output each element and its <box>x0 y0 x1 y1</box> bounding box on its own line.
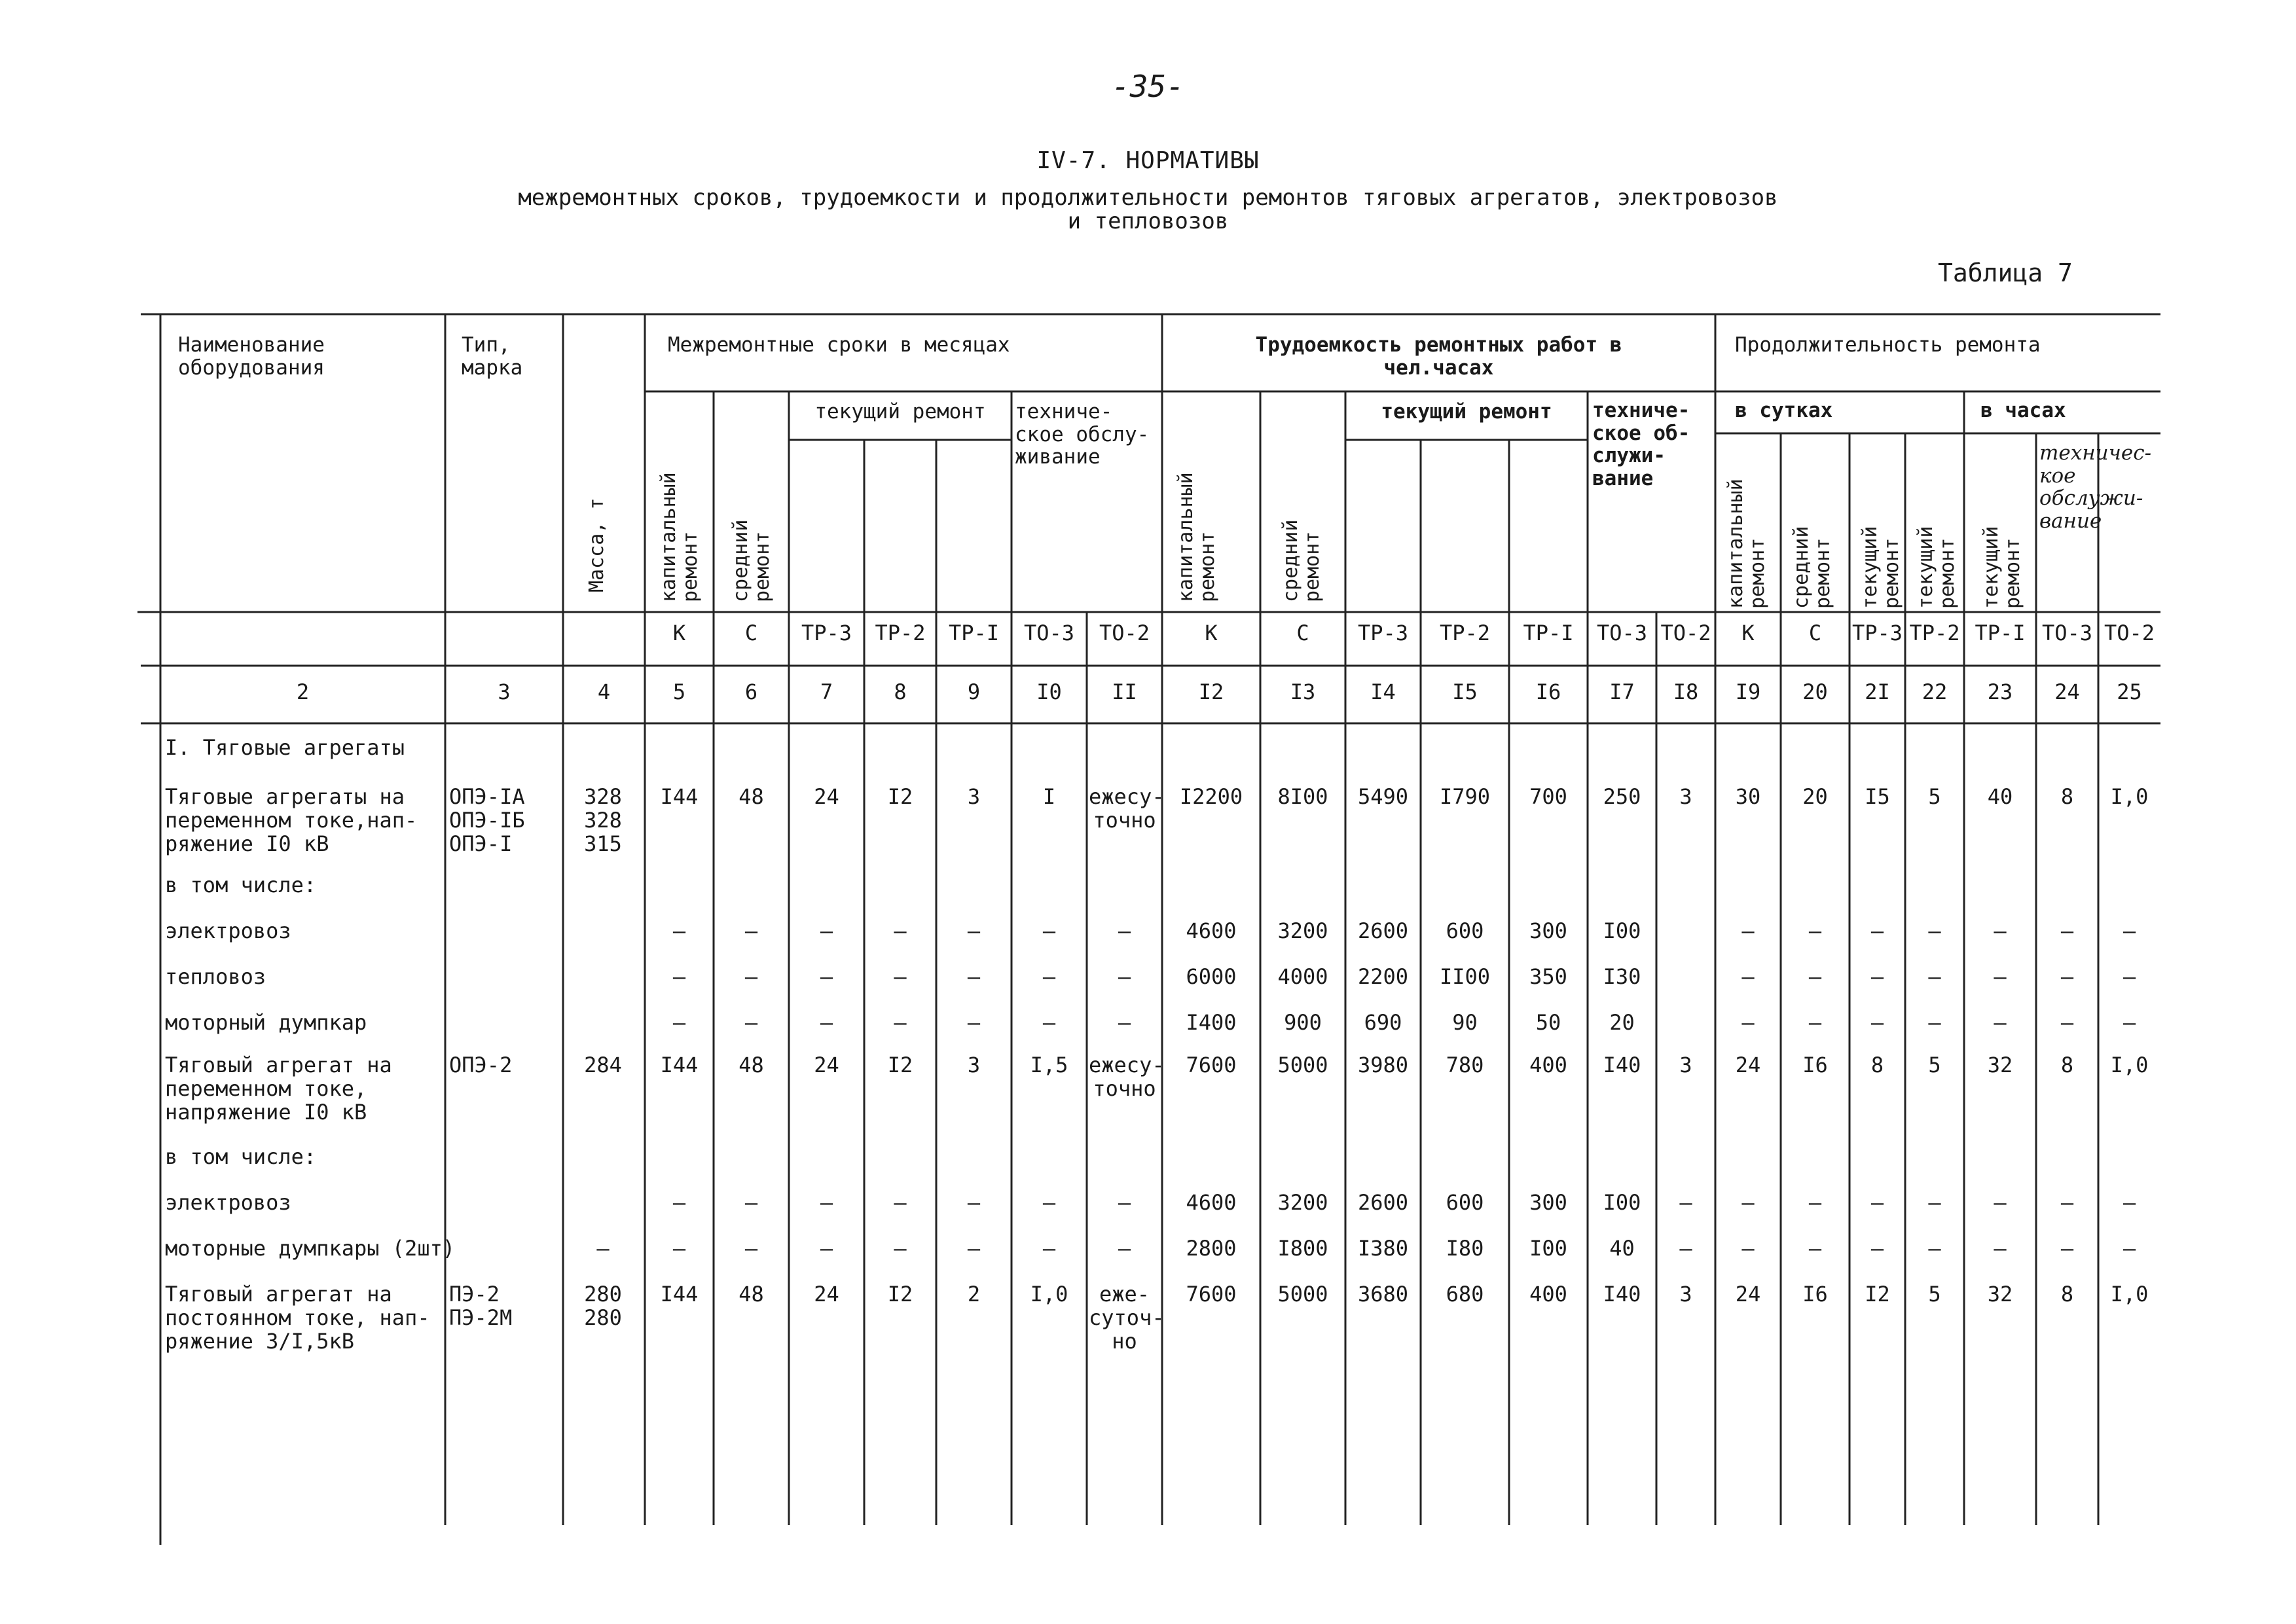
group-header-duration: Продолжительность ремонта <box>1735 333 2041 357</box>
value-cell: I6 <box>1802 1053 1828 1077</box>
value-cell: 3200 <box>1277 918 1328 943</box>
header-in-hours: в часах <box>1980 399 2066 422</box>
table-label: Таблица 7 <box>1938 259 2073 287</box>
value-cell: I380 <box>1357 1236 1409 1261</box>
value-cell: – <box>2123 918 2136 943</box>
value-cell: – <box>820 1236 833 1261</box>
value-cell: 5490 <box>1357 784 1409 809</box>
value-cell: – <box>1679 1190 1692 1215</box>
header-medium-intervals: средний ремонт <box>729 519 774 602</box>
value-cell: 5000 <box>1277 1053 1328 1077</box>
value-cell: – <box>2123 1236 2136 1261</box>
value-cell: – <box>820 918 833 943</box>
value-cell: – <box>2123 1190 2136 1215</box>
value-cell: 700 <box>1529 784 1567 809</box>
section-title: IV-7. НОРМАТИВЫ <box>1036 147 1260 174</box>
value-cell: 40 <box>1609 1236 1635 1261</box>
header-current-repair-labor: текущий ремонт <box>1381 400 1552 424</box>
value-cell: 300 <box>1529 1190 1567 1215</box>
value-cell: – <box>1928 1010 1941 1035</box>
value-cell: – <box>894 1190 907 1215</box>
value-cell: I2 <box>887 1282 913 1307</box>
value-cell: I44 <box>660 1053 699 1077</box>
value-cell: 600 <box>1446 918 1484 943</box>
header-tech-service-labor: техниче- ское об- служи- вание <box>1592 399 1690 491</box>
column-number: 4 <box>597 679 611 704</box>
column-number: I2 <box>1198 679 1224 704</box>
code-cell: ТР-2 <box>1439 621 1491 645</box>
column-number: 22 <box>1922 679 1948 704</box>
value-cell: 2800 <box>1186 1236 1237 1261</box>
header-current-hours: текущий ремонт <box>1980 526 2024 609</box>
value-cell: – <box>672 964 686 989</box>
row-mass: 328 328 315 <box>584 784 622 856</box>
header-current-repair-intervals: текущий ремонт <box>814 400 986 424</box>
value-cell: 3 <box>967 1053 981 1077</box>
value-cell: 7600 <box>1186 1282 1237 1307</box>
value-cell: 600 <box>1446 1190 1484 1215</box>
value-cell: – <box>894 918 907 943</box>
value-cell: I790 <box>1439 784 1491 809</box>
group-header-intervals: Межремонтные сроки в месяцах <box>668 333 1010 357</box>
row-name: I. Тяговые агрегаты <box>165 735 405 760</box>
value-cell: 5 <box>1928 1053 1941 1077</box>
code-cell: ТР-3 <box>1851 621 1903 645</box>
value-cell: – <box>2123 964 2136 989</box>
value-cell: I00 <box>1603 1190 1641 1215</box>
row-name: электровоз <box>165 1190 291 1215</box>
value-cell: – <box>820 1010 833 1035</box>
code-cell: ТР-I <box>1523 621 1574 645</box>
value-cell: 7600 <box>1186 1053 1237 1077</box>
row-type: ПЭ-2 ПЭ-2М <box>449 1282 513 1330</box>
value-cell: 48 <box>738 1053 764 1077</box>
value-cell: – <box>820 964 833 989</box>
value-cell: 48 <box>738 784 764 809</box>
value-cell: – <box>1994 1190 2007 1215</box>
value-cell: – <box>894 964 907 989</box>
value-cell: 2 <box>967 1282 981 1307</box>
value-cell: – <box>1741 1190 1755 1215</box>
code-cell: ТР-I <box>1975 621 2026 645</box>
value-cell: I,0 <box>2110 1053 2149 1077</box>
value-cell: 24 <box>1735 1053 1761 1077</box>
value-cell: 3 <box>1679 1282 1692 1307</box>
value-cell: – <box>2060 1190 2074 1215</box>
row-name: моторный думпкар <box>165 1010 367 1035</box>
value-cell: I40 <box>1603 1053 1641 1077</box>
value-cell: 5000 <box>1277 1282 1328 1307</box>
value-cell: I6 <box>1802 1282 1828 1307</box>
value-cell: – <box>2123 1010 2136 1035</box>
value-cell: 4000 <box>1277 964 1328 989</box>
value-cell: 5 <box>1928 1282 1941 1307</box>
column-number: 2I <box>1865 679 1890 704</box>
col-header-mass: Масса, т <box>585 497 608 592</box>
value-cell: I2 <box>1865 1282 1890 1307</box>
value-cell: I00 <box>1529 1236 1567 1261</box>
value-cell: – <box>1042 1190 1056 1215</box>
row-name: Тяговый агрегат на постоянном токе, нап- ряжение 3/I,5кВ <box>165 1282 430 1354</box>
code-cell: С <box>1296 621 1309 645</box>
value-cell: 8 <box>1870 1053 1884 1077</box>
section-subtitle-cont: и тепловозов <box>1067 208 1229 234</box>
value-cell: 300 <box>1529 918 1567 943</box>
value-cell: – <box>744 1236 758 1261</box>
code-cell: К <box>672 621 686 645</box>
value-cell: 6000 <box>1186 964 1237 989</box>
value-cell: – <box>672 918 686 943</box>
value-cell: 780 <box>1446 1053 1484 1077</box>
value-cell: – <box>1042 918 1056 943</box>
value-cell: – <box>1994 1010 2007 1035</box>
value-cell: – <box>2060 964 2074 989</box>
value-cell: – <box>672 1010 686 1035</box>
value-cell: I00 <box>1603 918 1641 943</box>
column-number: I3 <box>1290 679 1316 704</box>
code-cell: ТО-2 <box>1099 621 1150 645</box>
value-cell: 8 <box>2060 1282 2074 1307</box>
row-name: в том числе: <box>165 873 317 897</box>
value-cell: – <box>1042 1010 1056 1035</box>
value-cell: I30 <box>1603 964 1641 989</box>
value-cell: – <box>1741 918 1755 943</box>
value-cell: – <box>1808 918 1822 943</box>
value-cell: – <box>1870 1010 1884 1035</box>
value-cell: – <box>672 1236 686 1261</box>
value-cell: I5 <box>1865 784 1890 809</box>
code-cell: ТР-3 <box>801 621 852 645</box>
value-cell: 90 <box>1452 1010 1478 1035</box>
row-mass: 280 280 <box>584 1282 622 1330</box>
value-cell: – <box>1118 1010 1131 1035</box>
value-cell: ежесу- точно <box>1089 1053 1165 1101</box>
value-cell: – <box>1042 964 1056 989</box>
value-cell: – <box>1870 918 1884 943</box>
column-number: 9 <box>967 679 981 704</box>
norms-table <box>0 314 2296 1584</box>
value-cell: – <box>894 1236 907 1261</box>
value-cell: I40 <box>1603 1282 1641 1307</box>
value-cell: – <box>1928 964 1941 989</box>
column-number: 3 <box>498 679 511 704</box>
value-cell: 24 <box>1735 1282 1761 1307</box>
value-cell: 5 <box>1928 784 1941 809</box>
value-cell: 3 <box>1679 784 1692 809</box>
value-cell: – <box>1042 1236 1056 1261</box>
column-number: I0 <box>1036 679 1062 704</box>
header-current-days-1: текущий ремонт <box>1859 526 1903 609</box>
value-cell: – <box>967 964 981 989</box>
column-number: 25 <box>2117 679 2142 704</box>
value-cell: – <box>1118 964 1131 989</box>
value-cell: – <box>1808 1010 1822 1035</box>
value-cell: 8 <box>2060 1053 2074 1077</box>
value-cell: – <box>967 918 981 943</box>
value-cell: 3 <box>967 784 981 809</box>
code-cell: ТР-I <box>948 621 1000 645</box>
column-number: I4 <box>1370 679 1396 704</box>
value-cell: I2 <box>887 784 913 809</box>
value-cell: I,0 <box>1030 1282 1068 1307</box>
value-cell: – <box>744 964 758 989</box>
value-cell: ежесу- точно <box>1089 784 1165 833</box>
value-cell: I2200 <box>1179 784 1243 809</box>
page-number: -35- <box>1112 69 1184 104</box>
code-cell: С <box>1808 621 1822 645</box>
value-cell: I80 <box>1446 1236 1484 1261</box>
value-cell: – <box>1928 1190 1941 1215</box>
value-cell: – <box>744 1010 758 1035</box>
header-current-days-2: текущий ремонт <box>1914 526 1959 609</box>
value-cell: – <box>1870 1190 1884 1215</box>
code-cell: ТО-3 <box>1596 621 1648 645</box>
column-number: II <box>1112 679 1137 704</box>
header-capital-labor: капитальный ремонт <box>1175 472 1219 602</box>
header-tech-service-intervals: техниче- ское обслу- живание <box>1015 400 1150 469</box>
value-cell: – <box>1808 1236 1822 1261</box>
row-name: Тяговый агрегат на переменном токе, напряжение I0 кВ <box>165 1053 392 1125</box>
value-cell: 3980 <box>1357 1053 1409 1077</box>
value-cell: 400 <box>1529 1282 1567 1307</box>
value-cell: 250 <box>1603 784 1641 809</box>
value-cell: 400 <box>1529 1053 1567 1077</box>
value-cell: 20 <box>1802 784 1828 809</box>
value-cell: 32 <box>1987 1053 2013 1077</box>
value-cell: – <box>967 1010 981 1035</box>
code-cell: ТР-3 <box>1357 621 1409 645</box>
column-number: I9 <box>1735 679 1761 704</box>
code-cell: ТО-3 <box>1023 621 1075 645</box>
col-header-type: Тип, марка <box>462 333 523 380</box>
code-cell: ТО-2 <box>2104 621 2155 645</box>
value-cell: – <box>1808 1190 1822 1215</box>
value-cell: 3680 <box>1357 1282 1409 1307</box>
col-header-name: Наименование оборудования <box>178 333 325 380</box>
value-cell: – <box>1741 964 1755 989</box>
row-name: тепловоз <box>165 964 266 989</box>
row-mass: – <box>596 1236 610 1261</box>
code-cell: ТО-2 <box>1660 621 1711 645</box>
value-cell: – <box>1870 964 1884 989</box>
column-number: I8 <box>1673 679 1699 704</box>
column-number: I6 <box>1535 679 1561 704</box>
header-medium-labor: средний ремонт <box>1279 519 1324 602</box>
value-cell: 2600 <box>1357 1190 1409 1215</box>
value-cell: 40 <box>1987 784 2013 809</box>
value-cell: – <box>2060 918 2074 943</box>
value-cell: – <box>1994 1236 2007 1261</box>
value-cell: – <box>967 1190 981 1215</box>
value-cell: I,0 <box>2110 1282 2149 1307</box>
value-cell: – <box>894 1010 907 1035</box>
value-cell: – <box>2060 1010 2074 1035</box>
value-cell: 24 <box>814 1282 839 1307</box>
value-cell: – <box>1741 1010 1755 1035</box>
value-cell: 24 <box>814 1053 839 1077</box>
value-cell: II00 <box>1439 964 1491 989</box>
value-cell: – <box>744 918 758 943</box>
code-cell: С <box>744 621 758 645</box>
value-cell: I44 <box>660 784 699 809</box>
value-cell: 30 <box>1735 784 1761 809</box>
value-cell: I,0 <box>2110 784 2149 809</box>
value-cell: 3 <box>1679 1053 1692 1077</box>
value-cell: – <box>1118 1190 1131 1215</box>
value-cell: 20 <box>1609 1010 1635 1035</box>
section-subtitle: межремонтных сроков, трудоемкости и продолжительности ремонтов тяговых агрегатов, электровозов <box>518 185 1778 211</box>
value-cell: – <box>744 1190 758 1215</box>
value-cell: – <box>1928 1236 1941 1261</box>
column-number: I7 <box>1609 679 1635 704</box>
header-medium-days: средний ремонт <box>1790 526 1834 609</box>
column-number: 6 <box>744 679 758 704</box>
column-number: 5 <box>672 679 686 704</box>
value-cell: I400 <box>1186 1010 1237 1035</box>
value-cell: – <box>1741 1236 1755 1261</box>
row-name: в том числе: <box>165 1144 317 1169</box>
header-capital-intervals: капитальный ремонт <box>657 472 702 602</box>
column-number: 2 <box>296 679 310 704</box>
value-cell: 2600 <box>1357 918 1409 943</box>
value-cell: I44 <box>660 1282 699 1307</box>
value-cell: еже- суточ- но <box>1089 1282 1165 1354</box>
value-cell: 4600 <box>1186 1190 1237 1215</box>
value-cell: – <box>1870 1236 1884 1261</box>
value-cell: – <box>2060 1236 2074 1261</box>
header-in-days: в сутках <box>1735 399 1833 422</box>
row-mass: 284 <box>584 1053 622 1077</box>
column-number: I5 <box>1452 679 1478 704</box>
row-name: электровоз <box>165 918 291 943</box>
column-number: 23 <box>1987 679 2013 704</box>
code-cell: ТО-3 <box>2041 621 2093 645</box>
value-cell: – <box>820 1190 833 1215</box>
code-cell: К <box>1741 621 1755 645</box>
value-cell: – <box>1994 964 2007 989</box>
value-cell: 900 <box>1284 1010 1322 1035</box>
code-cell: К <box>1205 621 1218 645</box>
code-cell: ТР-2 <box>875 621 926 645</box>
value-cell: – <box>1679 1236 1692 1261</box>
value-cell: I,5 <box>1030 1053 1068 1077</box>
row-name: Тяговые агрегаты на переменном токе,нап- ряжение I0 кВ <box>165 784 418 856</box>
header-capital-days: капитальный ремонт <box>1724 478 1769 609</box>
value-cell: 50 <box>1535 1010 1561 1035</box>
value-cell: 4600 <box>1186 918 1237 943</box>
value-cell: I800 <box>1277 1236 1328 1261</box>
value-cell: 48 <box>738 1282 764 1307</box>
group-header-labor: Трудоемкость ремонтных работ в чел.часах <box>1255 333 1622 380</box>
row-type: ОПЭ-2 <box>449 1053 513 1077</box>
value-cell: 8 <box>2060 784 2074 809</box>
value-cell: I <box>1042 784 1056 809</box>
column-number: 8 <box>894 679 907 704</box>
value-cell: – <box>967 1236 981 1261</box>
value-cell: – <box>672 1190 686 1215</box>
header-tech-service-hours: техничес- кое обслужи- вание <box>2039 441 2152 533</box>
column-number: 20 <box>1802 679 1828 704</box>
value-cell: – <box>1994 918 2007 943</box>
value-cell: 690 <box>1364 1010 1402 1035</box>
value-cell: 680 <box>1446 1282 1484 1307</box>
value-cell: 24 <box>814 784 839 809</box>
value-cell: 8I00 <box>1277 784 1328 809</box>
value-cell: 2200 <box>1357 964 1409 989</box>
value-cell: – <box>1118 1236 1131 1261</box>
row-name: моторные думпкары (2шт) <box>165 1236 456 1261</box>
value-cell: 350 <box>1529 964 1567 989</box>
column-number: 7 <box>820 679 833 704</box>
code-cell: ТР-2 <box>1909 621 1960 645</box>
value-cell: 3200 <box>1277 1190 1328 1215</box>
value-cell: – <box>1928 918 1941 943</box>
value-cell: 32 <box>1987 1282 2013 1307</box>
column-number: 24 <box>2054 679 2080 704</box>
value-cell: – <box>1808 964 1822 989</box>
value-cell: I2 <box>887 1053 913 1077</box>
row-type: ОПЭ-IA ОПЭ-IБ ОПЭ-I <box>449 784 525 856</box>
value-cell: – <box>1118 918 1131 943</box>
